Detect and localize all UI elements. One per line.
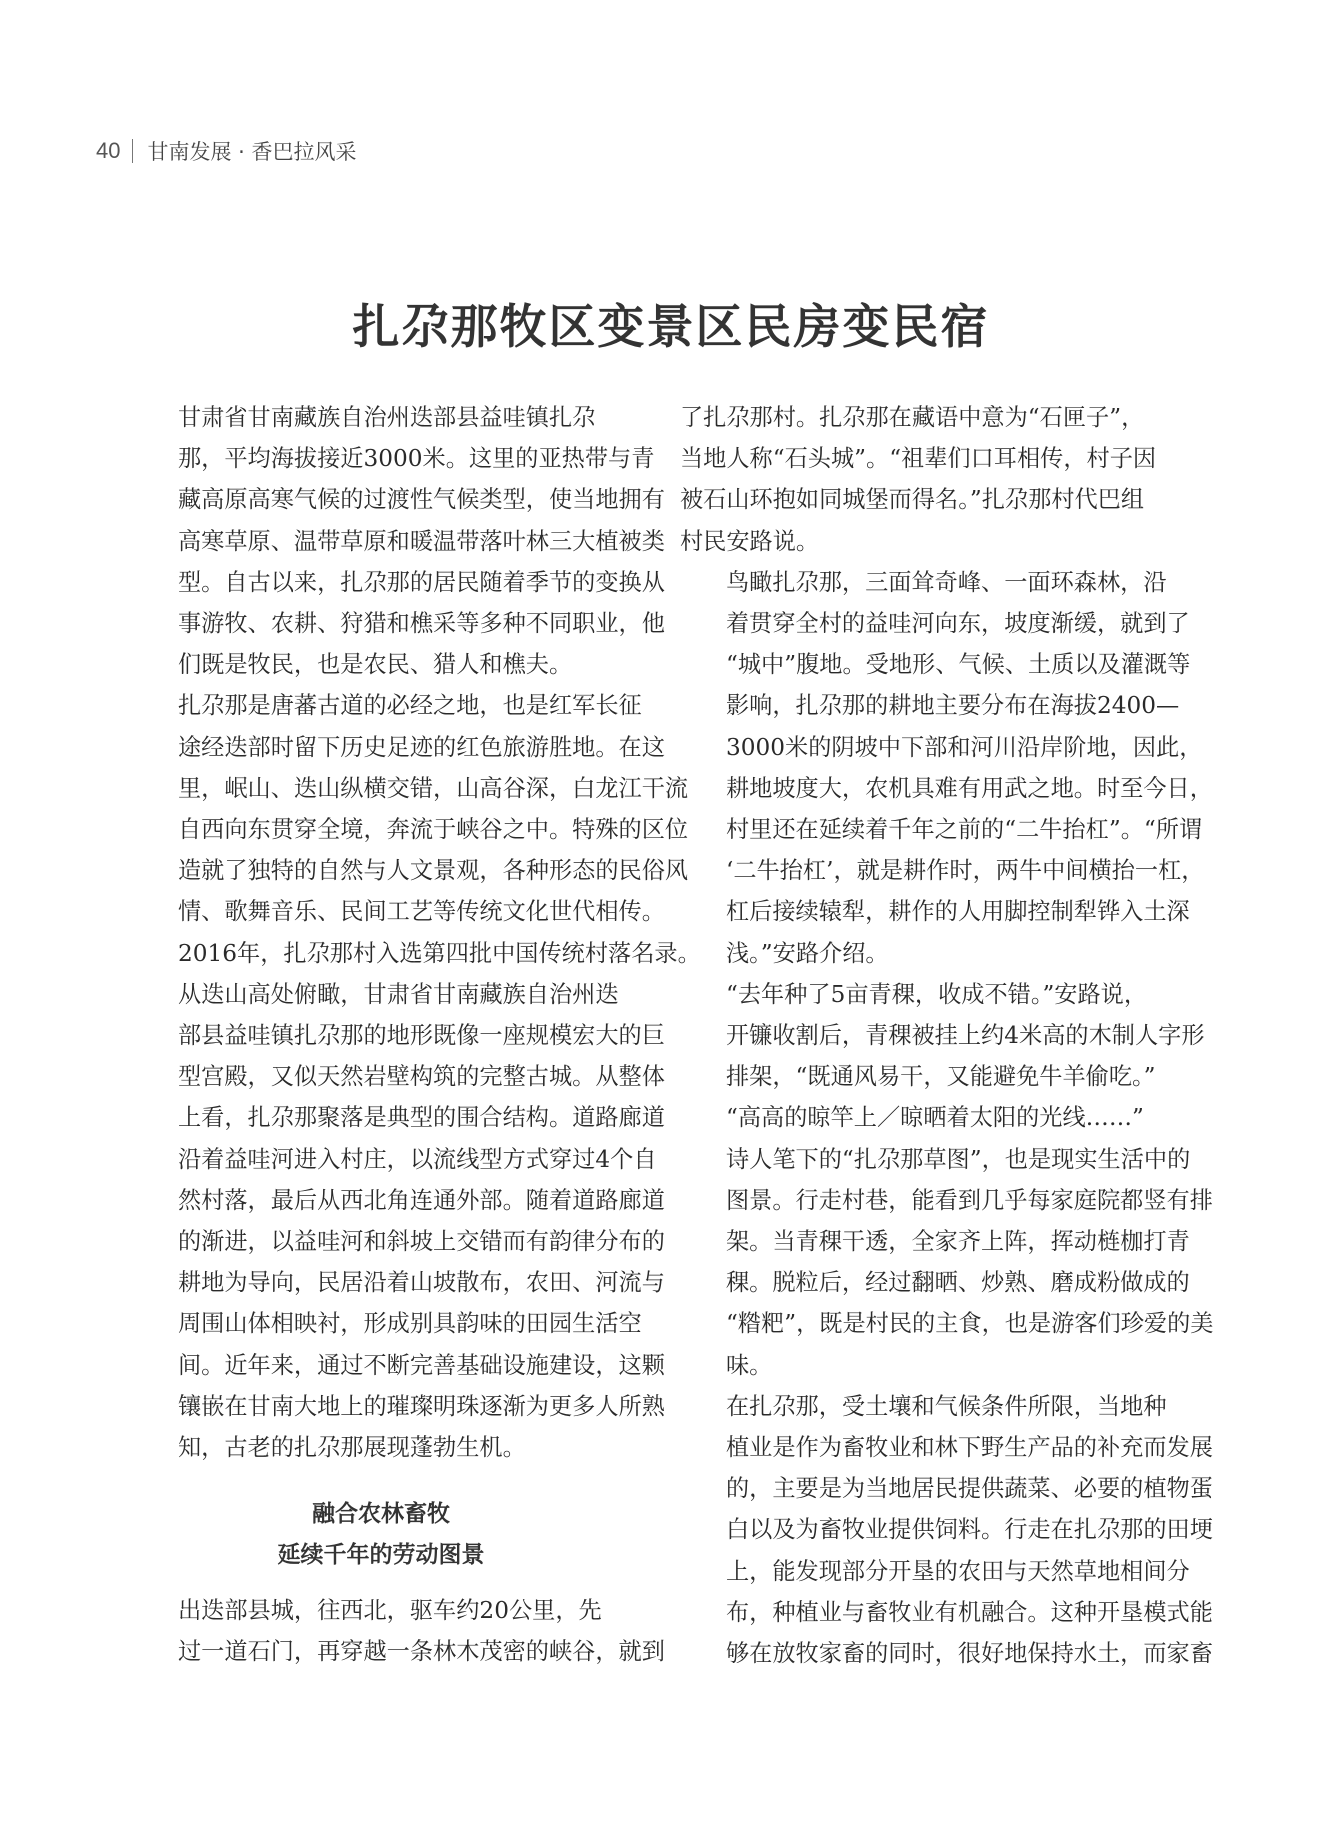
header-divider [132, 139, 133, 163]
text-line: “去年种了5亩青稞，收成不错。”安路说， [726, 980, 1148, 1008]
text-line: 藏高原高寒气候的过渡性气候类型，使当地拥有 [178, 486, 665, 514]
text-line: 上，能发现部分开垦的农田与天然草地相间分 [726, 1557, 1190, 1585]
text-line: 型宫殿，又似天然岩壁构筑的完整古城。从整体 [178, 1063, 665, 1091]
text-line: 稞。脱粒后，经过翻晒、炒熟、磨成粉做成的 [726, 1269, 1190, 1297]
section-subheading [132, 1494, 630, 1576]
text-line: 途经迭部时留下历史足迹的红色旅游胜地。在这 [178, 733, 665, 761]
paragraph [680, 1386, 1213, 1674]
text-line: “高高的晾竿上／晾晒着太阳的光线……” [726, 1104, 1144, 1132]
text-line: 里，岷山、迭山纵横交错，山高谷深，白龙江干流 [178, 774, 689, 802]
text-line: 2016年，扎尕那村入选第四批中国传统村落名录。 [178, 939, 701, 967]
paragraph [680, 1097, 1214, 1385]
text-line: 的渐进，以益哇河和斜坡上交错而有韵律分布的 [178, 1228, 665, 1256]
paragraph-continued [680, 397, 1178, 562]
left-column [132, 397, 701, 1673]
text-line: 够在放牧家畜的同时，很好地保持水土，而家畜 [726, 1640, 1213, 1668]
text-line: 图景。行走村巷，能看到几乎每家庭院都竖有排 [726, 1186, 1213, 1214]
paragraph [680, 974, 1205, 1098]
subheading-line-2: 延续千年的劳动图景 [277, 1542, 485, 1569]
text-line: 布，种植业与畜牧业有机融合。这种开垦模式能 [726, 1598, 1213, 1626]
paragraph [132, 974, 665, 1468]
text-line: 情、歌舞音乐、民间工艺等传统文化世代相传。 [178, 898, 665, 926]
text-line: 上看，扎尕那聚落是典型的围合结构。道路廊道 [178, 1104, 665, 1132]
subheading-line-1: 融合农林畜牧 [312, 1501, 450, 1528]
right-column [680, 397, 1214, 1674]
text-line: 村里还在延续着千年之前的“二牛抬杠”。“所谓 [726, 816, 1203, 844]
text-line: 事游牧、农耕、狩猎和樵采等多种不同职业，他 [178, 610, 665, 638]
text-line: 白以及为畜牧业提供饲料。行走在扎尕那的田埂 [726, 1516, 1213, 1544]
text-line: 从迭山高处俯瞰，甘肃省甘南藏族自治州迭 [178, 980, 619, 1008]
text-line: 了扎尕那村。扎尕那在藏语中意为“石匣子”， [680, 404, 1145, 431]
text-line: 扎尕那是唐蕃古道的必经之地，也是红军长征 [178, 692, 642, 720]
paragraph [680, 562, 1213, 974]
text-line: 着贯穿全村的益哇河向东，坡度渐缓，就到了 [726, 610, 1190, 638]
paragraph [132, 1590, 665, 1672]
text-line: 浅。”安路介绍。 [726, 939, 889, 967]
text-line: 鸟瞰扎尕那，三面耸奇峰、一面环森林，沿 [726, 568, 1167, 596]
text-line: 耕地坡度大，农机具难有用武之地。时至今日， [726, 774, 1213, 802]
text-line: 当地人称“石头城”。“祖辈们口耳相传，村子因 [680, 445, 1157, 473]
text-line: 型。自古以来，扎尕那的居民随着季节的变换从 [178, 568, 665, 596]
text-line: 味。 [726, 1351, 773, 1379]
text-line: 知，古老的扎尕那展现蓬勃生机。 [178, 1434, 526, 1462]
text-line: 造就了独特的自然与人文景观，各种形态的民俗风 [178, 857, 689, 885]
text-line: 们既是牧民，也是农民、猎人和樵夫。 [178, 651, 573, 679]
text-line: 部县益哇镇扎尕那的地形既像一座规模宏大的巨 [178, 1022, 665, 1050]
text-line: 然村落，最后从西北角连通外部。随着道路廊道 [178, 1186, 665, 1214]
text-line: 镶嵌在甘南大地上的璀璨明珠逐渐为更多人所熟 [178, 1392, 665, 1420]
text-line: 那，平均海拔接近3000米。这里的亚热带与青 [178, 445, 655, 473]
text-line: 诗人笔下的“扎尕那草图”，也是现实生活中的 [726, 1145, 1191, 1173]
section-name: 甘南发展 · 香巴拉风采 [147, 140, 357, 164]
text-line: 过一道石门，再穿越一条林木茂密的峡谷，就到 [178, 1638, 665, 1666]
text-line: 杠后接续辕犁，耕作的人用脚控制犁铧入土深 [726, 898, 1190, 926]
text-line: 排架，“既通风易干，又能避免牛羊偷吃。” [726, 1063, 1156, 1091]
paragraph [132, 685, 701, 973]
text-line: 高寒草原、温带草原和暖温带落叶林三大植被类 [178, 527, 665, 555]
text-line: 开镰收割后，青稞被挂上约4米高的木制人字形 [726, 1022, 1205, 1050]
text-line: 架。当青稞干透，全家齐上阵，挥动梿枷打青 [726, 1228, 1190, 1256]
text-line: 3000米的阴坡中下部和河川沿岸阶地，因此， [726, 733, 1203, 761]
article-title: 扎尕那牧区变景区民房变民宿 [352, 300, 990, 355]
text-line: ‘二牛抬杠’，就是耕作时，两牛中间横抬一杠， [726, 857, 1205, 885]
page-number: 40 [96, 138, 121, 163]
text-line: 影响，扎尕那的耕地主要分布在海拔2400— [726, 692, 1180, 720]
text-line: 在扎尕那，受土壤和气候条件所限，当地种 [726, 1392, 1167, 1420]
text-line: 自西向东贯穿全境，奔流于峡谷之中。特殊的区位 [178, 816, 689, 844]
text-line: 耕地为导向，民居沿着山坡散布，农田、河流与 [178, 1269, 665, 1297]
text-line: 村民安路说。 [680, 527, 820, 555]
text-line: 间。近年来，通过不断完善基础设施建设，这颗 [178, 1351, 665, 1379]
text-line: 出迭部县城，往西北，驱车约20公里，先 [178, 1597, 602, 1625]
running-header [96, 136, 357, 166]
text-line: 被石山环抱如同城堡而得名。”扎尕那村代巴组 [680, 486, 1145, 514]
text-line: 的，主要是为当地居民提供蔬菜、必要的植物蛋 [726, 1475, 1213, 1503]
paragraph [132, 397, 665, 685]
text-line: 甘肃省甘南藏族自治州迭部县益哇镇扎尕 [178, 404, 596, 431]
text-line: 植业是作为畜牧业和林下野生产品的补充而发展 [726, 1434, 1213, 1462]
text-line: 周围山体相映衬，形成别具韵味的田园生活空 [178, 1310, 642, 1338]
text-line: “糌粑”，既是村民的主食，也是游客们珍爱的美 [726, 1310, 1214, 1338]
text-line: 沿着益哇河进入村庄，以流线型方式穿过4个自 [178, 1145, 657, 1173]
text-line: “城中”腹地。受地形、气候、土质以及灌溉等 [726, 651, 1191, 679]
